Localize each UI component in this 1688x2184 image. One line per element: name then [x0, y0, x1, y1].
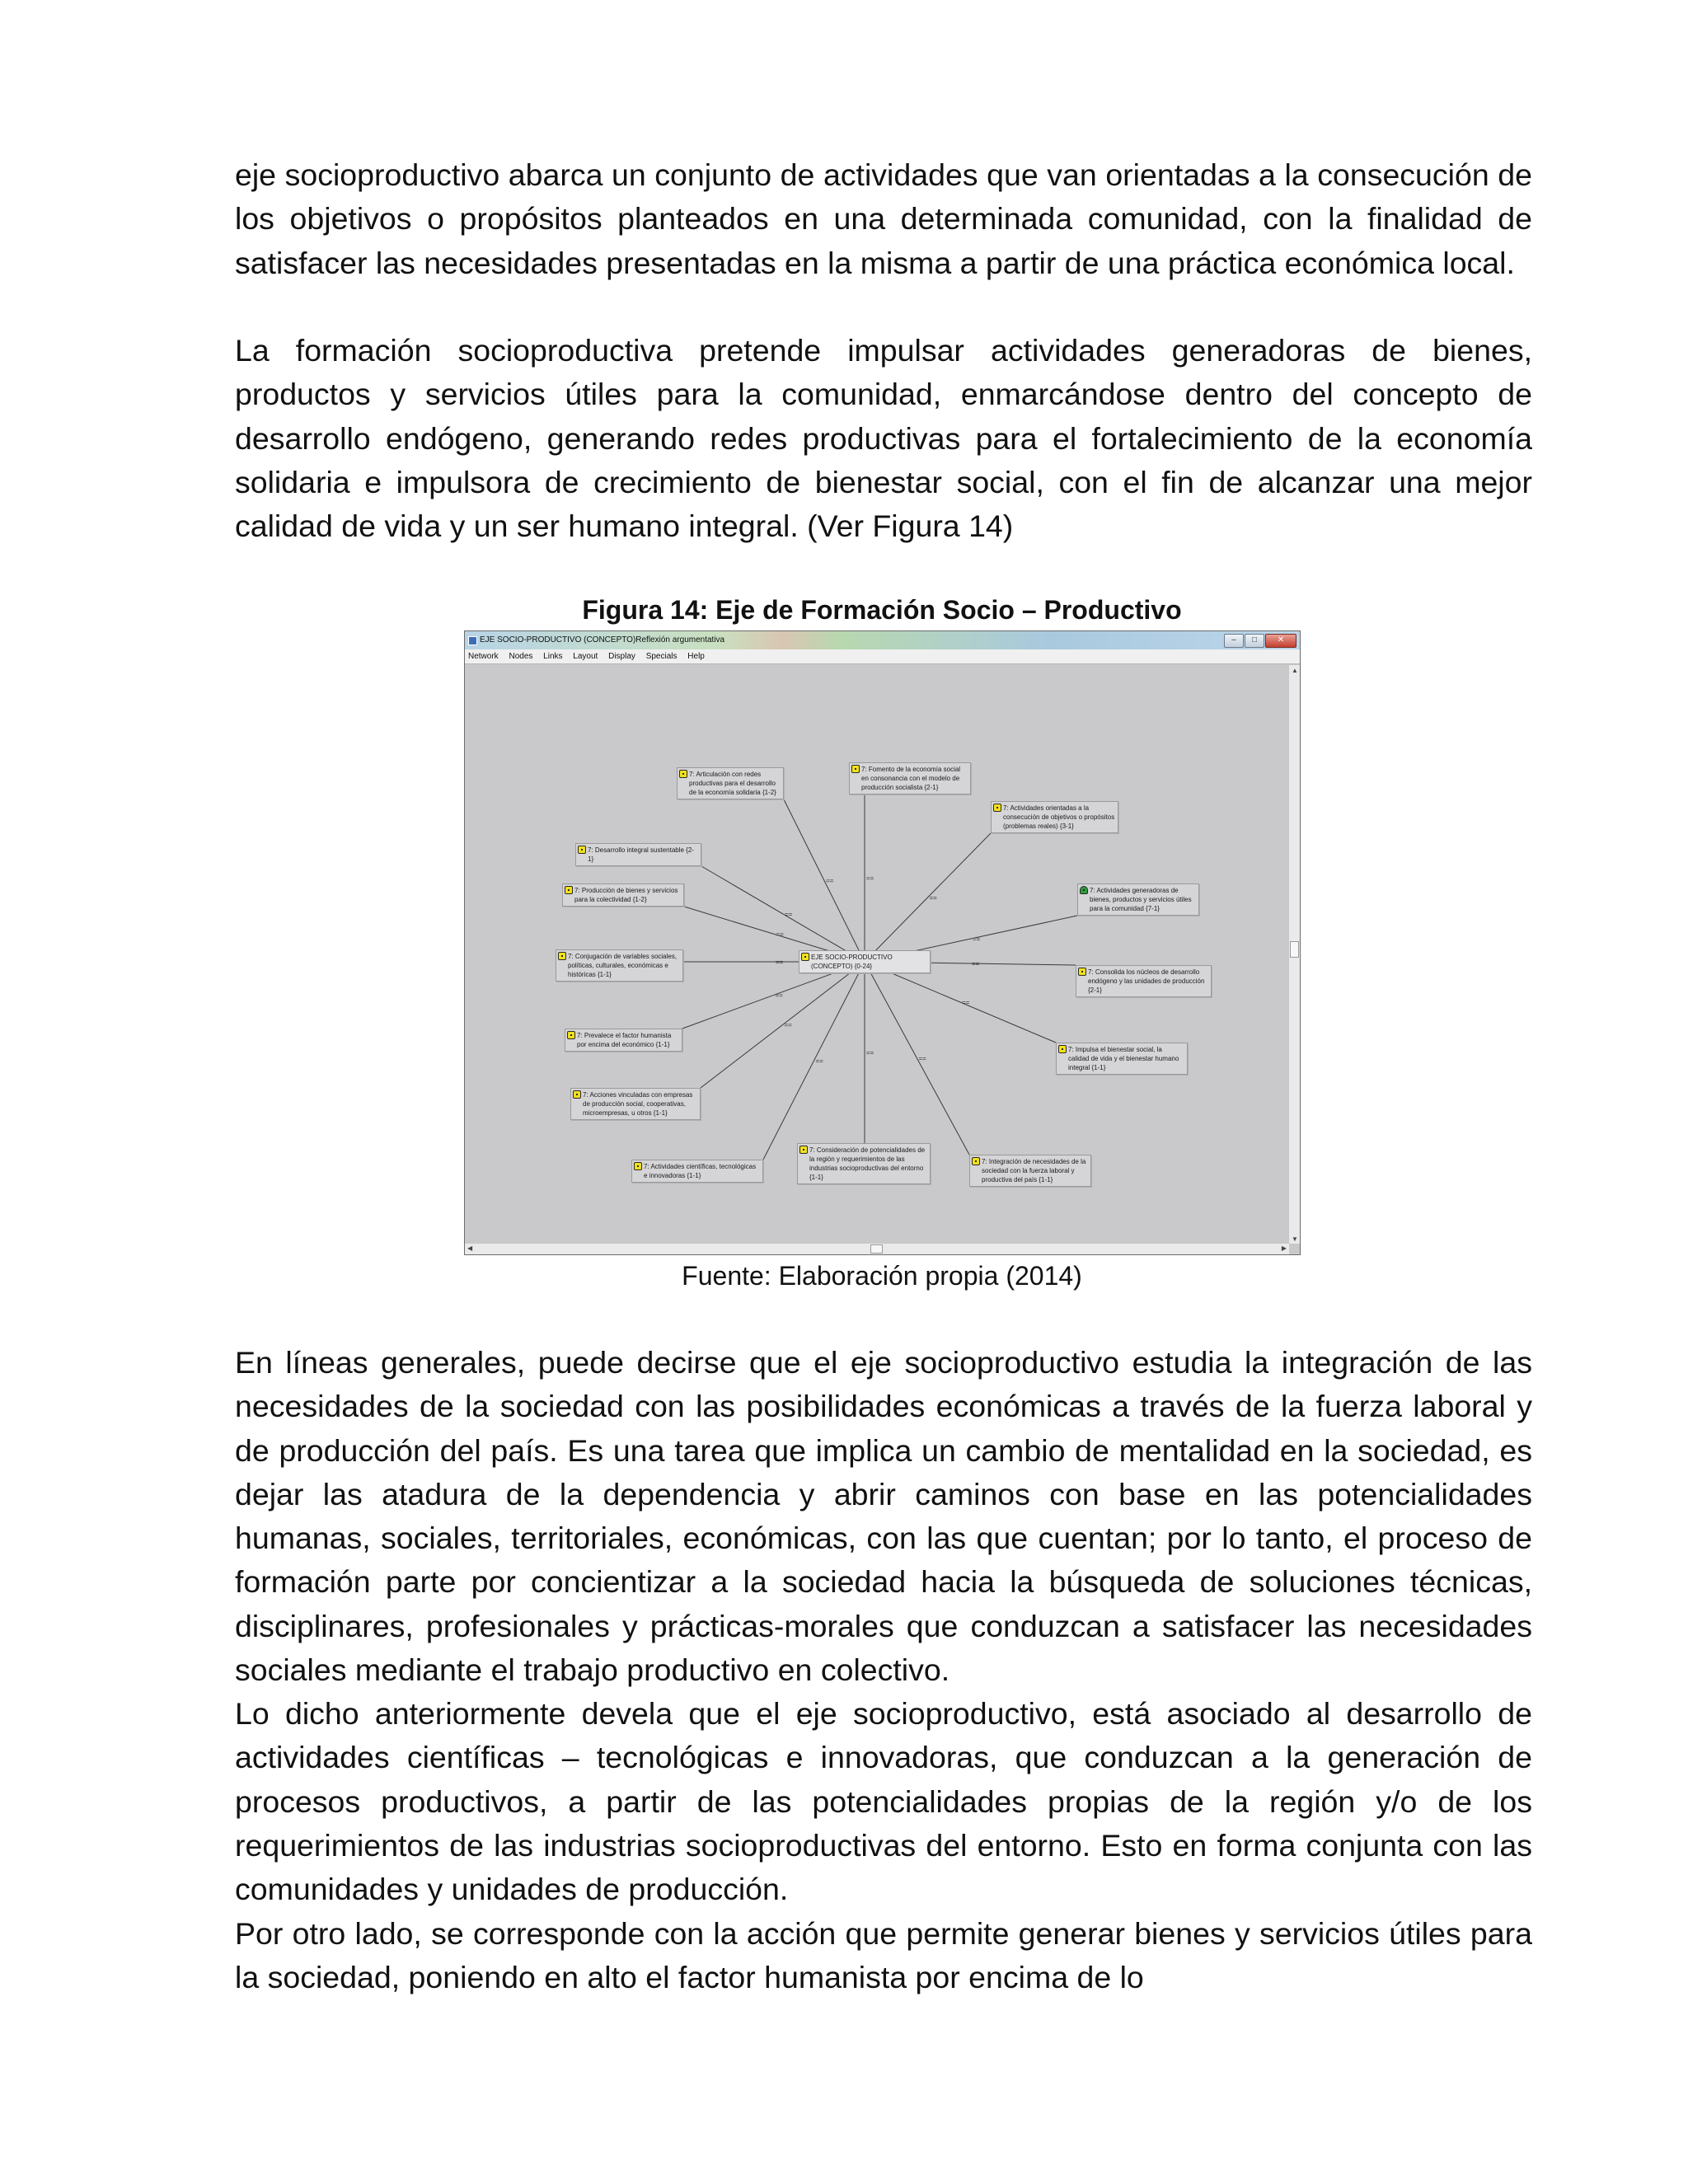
network-link-label: == — [973, 935, 981, 943]
window-title: EJE SOCIO-PRODUCTIVO (CONCEPTO)Reflexión argumentativa — [480, 635, 725, 644]
network-link — [865, 962, 1056, 1043]
horizontal-scroll-thumb[interactable] — [870, 1244, 883, 1254]
vertical-scrollbar[interactable] — [1288, 665, 1300, 1244]
network-link-label: == — [962, 999, 970, 1006]
network-node-label: 7: Acciones vinculadas con empresas de producción social, cooperativas, microempresas, u otros {1-1} — [583, 1091, 693, 1117]
network-link-label: == — [784, 1021, 792, 1029]
network-node-label: 7: Integración de necesidades de la sociedad con la fuerza laboral y productiva del país {1-1} — [982, 1158, 1086, 1183]
code-icon — [1078, 968, 1086, 976]
network-link-label: == — [866, 1049, 874, 1057]
network-node-label: 7: Desarrollo integral sustentable {2-1} — [588, 846, 694, 863]
app-icon — [468, 636, 477, 645]
network-node[interactable] — [797, 1143, 931, 1184]
paragraph-3: En líneas generales, puede decirse que el eje socioproductivo estudia la integración de las necesidades de la sociedad con las posibilidades económicas a través de la fuerza laboral y de producción del país. Es una tarea que implica un cambio de mentalidad en la sociedad, es dejar las atadura de la dependencia y abrir caminos con base en las potencialidades humanas, sociales, territoriales, económicas, con las que cuentan; por lo tanto, el proceso de formación parte por concientizar a la sociedad hacia la búsqueda de soluciones técnicas, disciplinares, profesionales y prácticas-morales que conduzcan a satisfacer las necesidades sociales mediante el trabajo productivo en colectivo. — [235, 1345, 1532, 1688]
network-link-label: == — [918, 1055, 926, 1062]
code-icon — [972, 1157, 980, 1165]
network-node[interactable] — [849, 762, 971, 794]
close-button[interactable]: ✕ — [1265, 634, 1296, 648]
network-link-label: == — [775, 991, 783, 1000]
network-node[interactable] — [969, 1155, 1091, 1187]
figure-title: Figura 14: Eje de Formación Socio – Productivo — [582, 595, 1182, 625]
code-icon — [1058, 1045, 1067, 1053]
code-icon — [993, 804, 1001, 812]
network-node-label: 7: Impulsa el bienestar social, la calidad de vida y el bienestar humano integral {1-1} — [1068, 1046, 1179, 1071]
network-node-label: 7: Actividades generadoras de bienes, productos y servicios útiles para la comunidad {7-1} — [1090, 887, 1192, 912]
network-node-label: 7: Actividades orientadas a la consecución de objetivos o propósitos (problemas reales) {3-1} — [1003, 804, 1115, 830]
network-node-label: 7: Producción de bienes y servicios para la colectividad {1-2} — [574, 887, 678, 903]
network-link — [701, 962, 865, 1088]
menu-links[interactable]: Links — [543, 652, 563, 661]
code-icon — [578, 846, 586, 854]
network-node-label: 7: Conjugación de variables sociales, políticas, culturales, económicas e históricas {1-1} — [568, 953, 678, 978]
window-controls — [1224, 634, 1296, 648]
network-link — [701, 866, 865, 962]
code-icon — [851, 765, 860, 773]
code-icon — [634, 1162, 642, 1170]
network-node[interactable] — [1077, 883, 1199, 916]
menu-network[interactable]: Network — [468, 652, 499, 661]
network-node[interactable] — [1056, 1043, 1188, 1075]
network-link — [865, 962, 969, 1155]
network-node[interactable] — [575, 843, 701, 866]
window-titlebar[interactable] — [465, 631, 1300, 649]
network-node[interactable] — [556, 949, 683, 982]
network-link-label: == — [866, 874, 874, 883]
code-icon — [558, 952, 566, 960]
network-link-label: == — [776, 930, 784, 939]
menu-nodes[interactable]: Nodes — [509, 652, 533, 661]
center-node[interactable] — [799, 950, 931, 973]
scroll-right-icon[interactable]: ▶ — [1281, 1244, 1287, 1252]
network-link-label: == — [929, 894, 937, 902]
network-link-label: == — [826, 877, 834, 885]
menu-display[interactable]: Display — [608, 652, 635, 661]
code-icon — [573, 1090, 581, 1099]
menu-help[interactable]: Help — [687, 652, 705, 661]
network-link — [784, 799, 865, 962]
code-icon — [567, 1031, 575, 1039]
network-canvas[interactable] — [465, 665, 1289, 1244]
horizontal-scrollbar[interactable] — [465, 1243, 1289, 1254]
paragraph-1: eje socioproductivo abarca un conjunto de actividades que van orientadas a la consecución de los objetivos o propósitos planteados en una determinada comunidad, con la finalidad de satisfacer las necesidades presentadas en la misma a partir de una práctica económica local. — [235, 157, 1532, 280]
network-node-label: 7: Prevalece el factor humanista por encima del económico {1-1} — [577, 1032, 672, 1048]
scroll-left-icon[interactable]: ◀ — [467, 1244, 473, 1252]
network-node-label: 7: Consolida los núcleos de desarrollo endógeno y las unidades de producción {2-1} — [1088, 968, 1205, 994]
scroll-down-icon[interactable]: ▼ — [1292, 1235, 1298, 1243]
figure-source: Fuente: Elaboración propia (2014) — [682, 1261, 1082, 1291]
code-icon — [679, 770, 687, 778]
code-icon — [565, 886, 573, 894]
paragraph-4: Lo dicho anteriormente devela que el eje socioproductivo, está asociado al desarrollo de actividades científicas – tecnológicas e innovadoras, que conduzcan a la generación de procesos productivos, a partir de las potencialidades propias de la región y/o de los requerimientos de las industrias socioproductivas del entorno. Esto en forma conjunta con las comunidades y unidades de producción. — [235, 1696, 1532, 1907]
scroll-up-icon[interactable]: ▲ — [1292, 667, 1298, 674]
paragraph-2: La formación socioproductiva pretende impulsar actividades generadoras de bienes, productos y servicios útiles para la comunidad, enmarcándose dentro del concepto de desarrollo endógeno, generando redes productivas para el fortalecimiento de la economía solidaria e impulsora de crecimiento de bienestar social, con el fin de alcanzar una mejor calidad de vida y un ser humano integral. (Ver Figura 14) — [235, 333, 1532, 544]
network-node[interactable] — [570, 1088, 701, 1120]
network-link-label: == — [815, 1057, 823, 1065]
network-link-label: == — [972, 960, 980, 968]
code-icon — [1080, 886, 1088, 894]
code-icon — [799, 1146, 808, 1154]
network-node-label: 7: Consideración de potencialidades de la región y requerimientos de las industrias socioproductivas del entorno {1-1} — [809, 1146, 926, 1181]
network-editor-window — [464, 630, 1301, 1255]
maximize-button[interactable]: □ — [1245, 634, 1264, 648]
network-link-label: == — [776, 958, 784, 966]
network-link-label: == — [785, 911, 793, 918]
paragraph-5: Por otro lado, se corresponde con la acción que permite generar bienes y servicios útiles para la sociedad, poniendo en alto el factor humanista por encima de lo — [235, 1916, 1532, 1995]
network-node[interactable] — [677, 767, 784, 799]
network-node[interactable] — [1076, 965, 1212, 997]
network-node-label: 7: Fomento de la economía social en consonancia con el modelo de producción socialista {2-1} — [861, 766, 961, 791]
menu-specials[interactable]: Specials — [645, 652, 678, 661]
vertical-scroll-thumb[interactable] — [1290, 941, 1299, 958]
network-node-label: 7: Actividades científicas, tecnológicas e innovadoras {1-1} — [644, 1163, 757, 1179]
network-node[interactable] — [991, 801, 1118, 833]
menu-layout[interactable]: Layout — [573, 652, 598, 661]
network-node-label: 7: Articulación con redes productivas para el desarrollo de la economía solidaria {1-2} — [689, 771, 776, 796]
code-icon — [801, 953, 809, 961]
network-node[interactable] — [565, 1029, 682, 1052]
network-node[interactable] — [631, 1160, 763, 1183]
center-node-label: EJE SOCIO-PRODUCTIVO (CONCEPTO) {0-24} — [811, 954, 893, 970]
minimize-button[interactable]: – — [1224, 634, 1244, 648]
network-node[interactable] — [562, 883, 684, 907]
menu-bar — [465, 649, 1300, 664]
